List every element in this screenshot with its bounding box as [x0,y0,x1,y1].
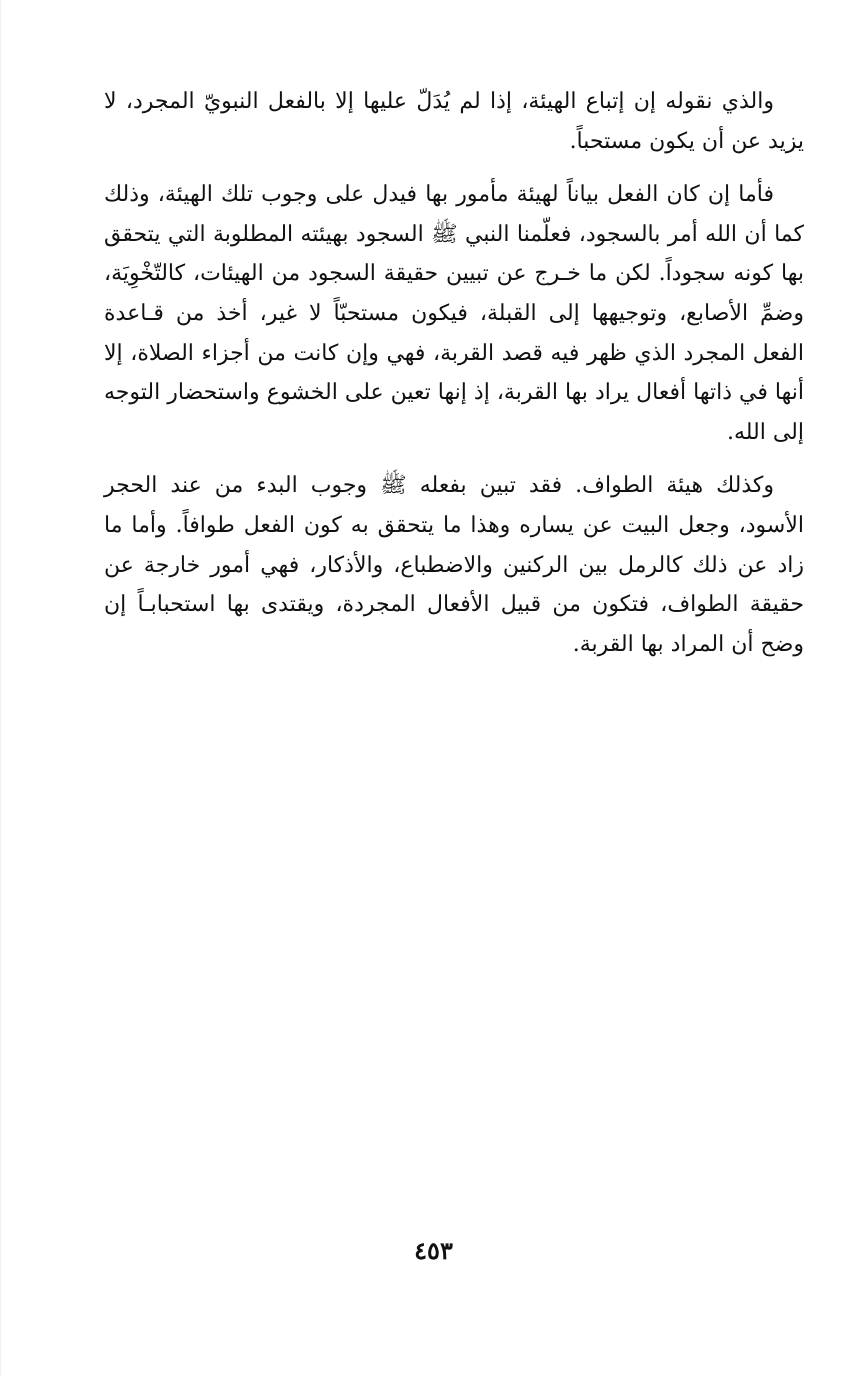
page-number: ٤٥٣ [414,1236,453,1265]
page-edge [0,0,1,1376]
body-text [104,82,804,664]
paragraph-2: فأما إن كان الفعل بياناً لهيئة مأمور بها فيدل على وجوب تلك الهيئة، وذلك كما أن الله أمر بالسجود، فعلّمنا النبي ﷺ السجود بهيئته المطلوبة التي يتحقق بها كونه سجوداً. لكن ما خـرج عن تبيين حقيقة السجود من الهيئات، كالتّخْوِيَة، وضمِّ الأصابع، وتوجيهها إلى القبلة، فيكون مستحبّاً لا غير، أخذ من قـاعدة الفعل المجرد الذي ظهر فيه قصد القربة، فهي وإن كانت من أجزاء الصلاة، إلا أنها في ذاتها أفعال يراد بها القربة، إذ إنها تعين على الخشوع واستحضار التوجه إلى الله. [104,182,804,445]
paragraph-3: وكذلك هيئة الطواف. فقد تبين بفعله ﷺ وجوب البدء من عند الحجر الأسود، وجعل البيت عن يساره وهذا ما يتحقق به كون الفعل طوافاً. وأما ما زاد عن ذلك كالرمل بين الركنين والاضطباع، والأذكار، فهي أمور خارجة عن حقيقة الطواف، فتكون من قبيل الأفعال المجردة، ويقتدى بها استحبابـاً إن وضح أن المراد بها القربة. [104,473,804,657]
paragraph-1: والذي نقوله إن إتباع الهيئة، إذا لم يُدَلّ عليها إلا بالفعل النبويّ المجرد، لا يزيد عن أن يكون مستحباً. [104,89,804,154]
